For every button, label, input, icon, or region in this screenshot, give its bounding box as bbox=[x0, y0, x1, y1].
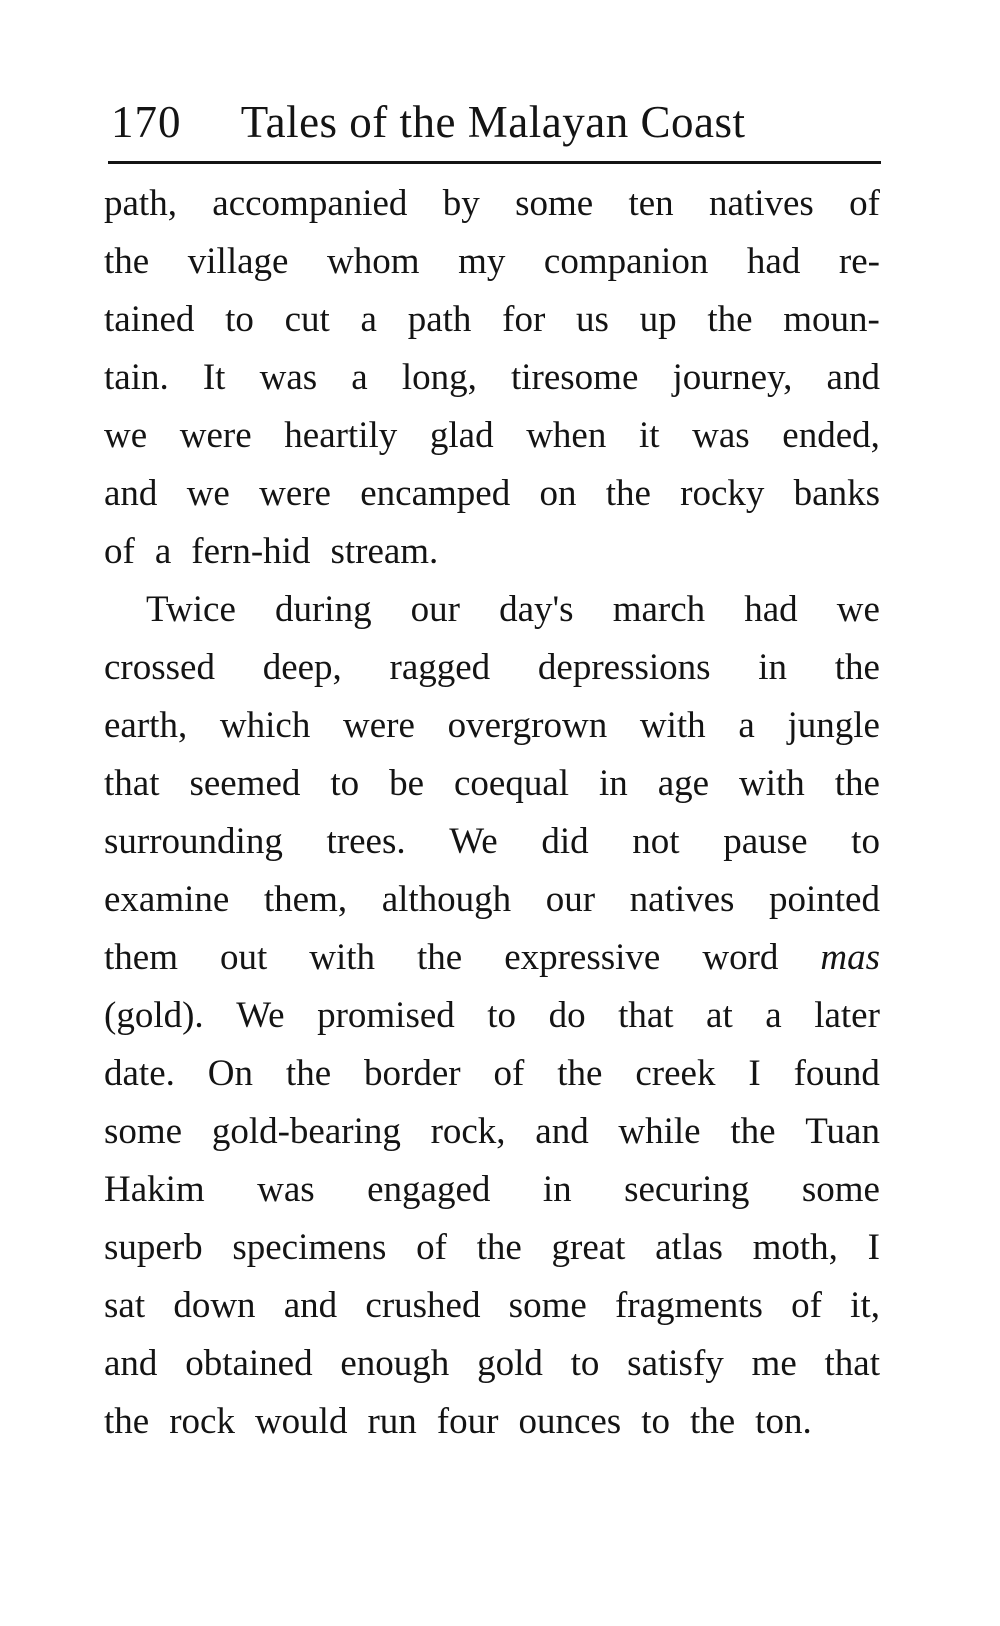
text-line: the rock would run four ounces to the ton. bbox=[104, 1401, 812, 1442]
text-line: crossed deep, ragged depressions in the bbox=[104, 647, 880, 688]
text-line: earth, which were overgrown with a jungle bbox=[104, 705, 880, 746]
text-line: the village whom my companion had re- bbox=[104, 241, 880, 282]
text-line: some gold-bearing rock, and while the Tuan bbox=[104, 1111, 880, 1152]
text-line: Hakim was engaged in securing some bbox=[104, 1169, 880, 1210]
text-line: superb specimens of the great atlas moth, I bbox=[104, 1227, 880, 1268]
text-line: tain. It was a long, tiresome journey, and bbox=[104, 357, 880, 398]
header-rule bbox=[108, 161, 881, 164]
text-line: them out with the expressive word mas bbox=[104, 937, 880, 978]
body-text bbox=[104, 175, 880, 1451]
text-line: surrounding trees. We did not pause to bbox=[104, 821, 880, 862]
text-line: examine them, although our natives pointed bbox=[104, 879, 880, 920]
text-line: Twice during our day's march had we bbox=[146, 589, 880, 630]
text-line: and we were encamped on the rocky banks bbox=[104, 473, 880, 514]
text-line: date. On the border of the creek I found bbox=[104, 1053, 880, 1094]
text-line: path, accompanied by some ten natives of bbox=[104, 183, 880, 224]
text-line: that seemed to be coequal in age with the bbox=[104, 763, 880, 804]
text-line: we were heartily glad when it was ended, bbox=[104, 415, 880, 456]
text-line: tained to cut a path for us up the moun- bbox=[104, 299, 880, 340]
text-line: sat down and crushed some fragments of it, bbox=[104, 1285, 880, 1326]
text-line: (gold). We promised to do that at a later bbox=[104, 995, 880, 1036]
book-title: Tales of the Malayan Coast bbox=[240, 97, 746, 147]
page-number: 170 bbox=[111, 97, 182, 147]
text-line: of a fern-hid stream. bbox=[104, 531, 439, 572]
running-head bbox=[111, 92, 881, 152]
text-line: and obtained enough gold to satisfy me that bbox=[104, 1343, 880, 1384]
